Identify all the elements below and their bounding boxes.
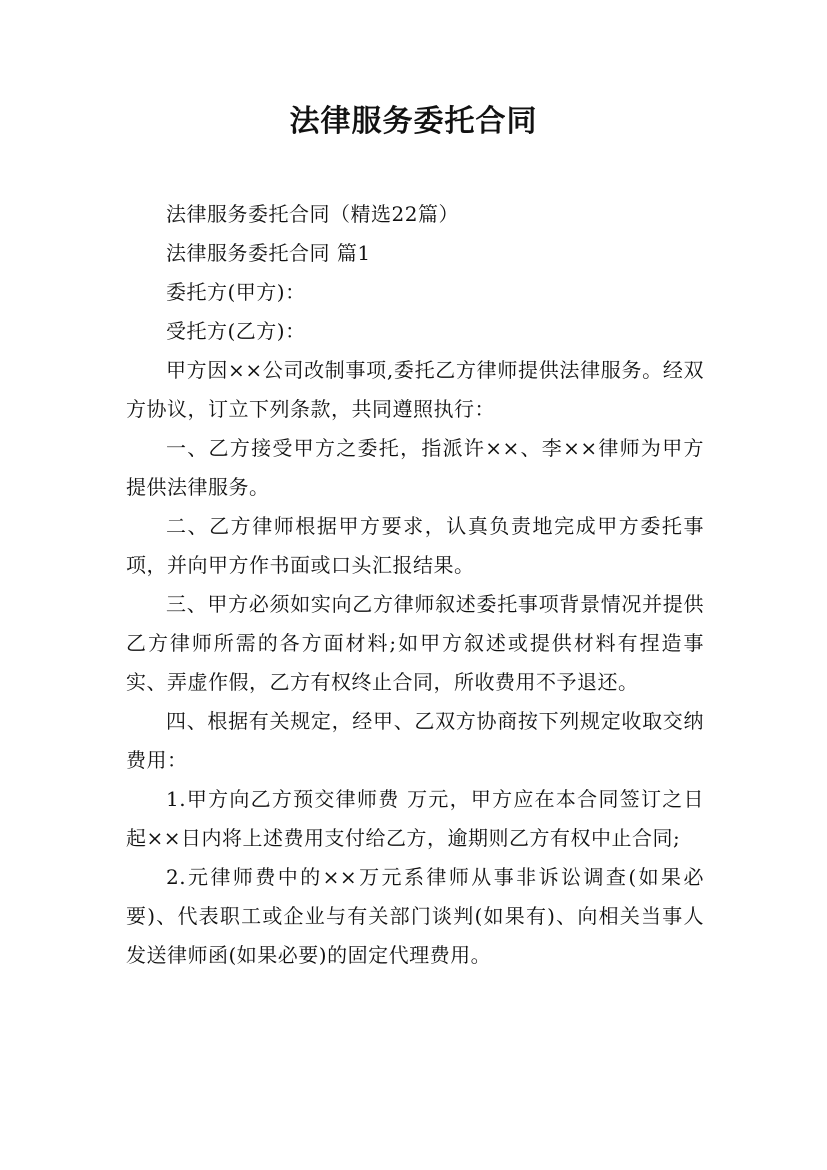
paragraph-clause-4: 四、根据有关规定，经甲、乙双方协商按下列规定收取交纳费用：	[126, 709, 704, 772]
paragraph-party-b: 受托方(乙方)：	[166, 319, 306, 343]
paragraph-party-a: 委托方(甲方)：	[166, 280, 306, 304]
paragraph-clause-3: 三、甲方必须如实向乙方律师叙述委托事项背景情况并提供乙方律师所需的各方面材料;如甲方叙述或提供材料有捏造事实、弄虚作假，乙方有权终止合同，所收费用不予退还。	[126, 592, 704, 694]
paragraph-preamble: 甲方因××公司改制事项,委托乙方律师提供法律服务。经双方协议，订立下列条款，共同遵照执行：	[126, 358, 704, 421]
document-body	[126, 195, 704, 975]
document-title: 法律服务委托合同	[289, 104, 538, 139]
paragraph-subtitle: 法律服务委托合同（精选22篇）	[166, 202, 459, 226]
paragraph-fee-item-2: 2.元律师费中的××万元系律师从事非诉讼调查(如果必要)、代表职工或企业与有关部门谈判(如果有)、向相关当事人发送律师函(如果必要)的固定代理费用。	[126, 865, 704, 967]
paragraph-clause-2: 二、乙方律师根据甲方要求，认真负责地完成甲方委托事项，并向甲方作书面或口头汇报结果。	[126, 514, 704, 577]
paragraph-clause-1: 一、乙方接受甲方之委托，指派许××、李××律师为甲方提供法律服务。	[126, 436, 704, 499]
paragraph-fee-item-1: 1.甲方向乙方预交律师费 万元，甲方应在本合同签订之日起××日内将上述费用支付给乙方，逾期则乙方有权中止合同;	[126, 787, 704, 850]
paragraph-section-heading: 法律服务委托合同 篇1	[166, 241, 371, 265]
